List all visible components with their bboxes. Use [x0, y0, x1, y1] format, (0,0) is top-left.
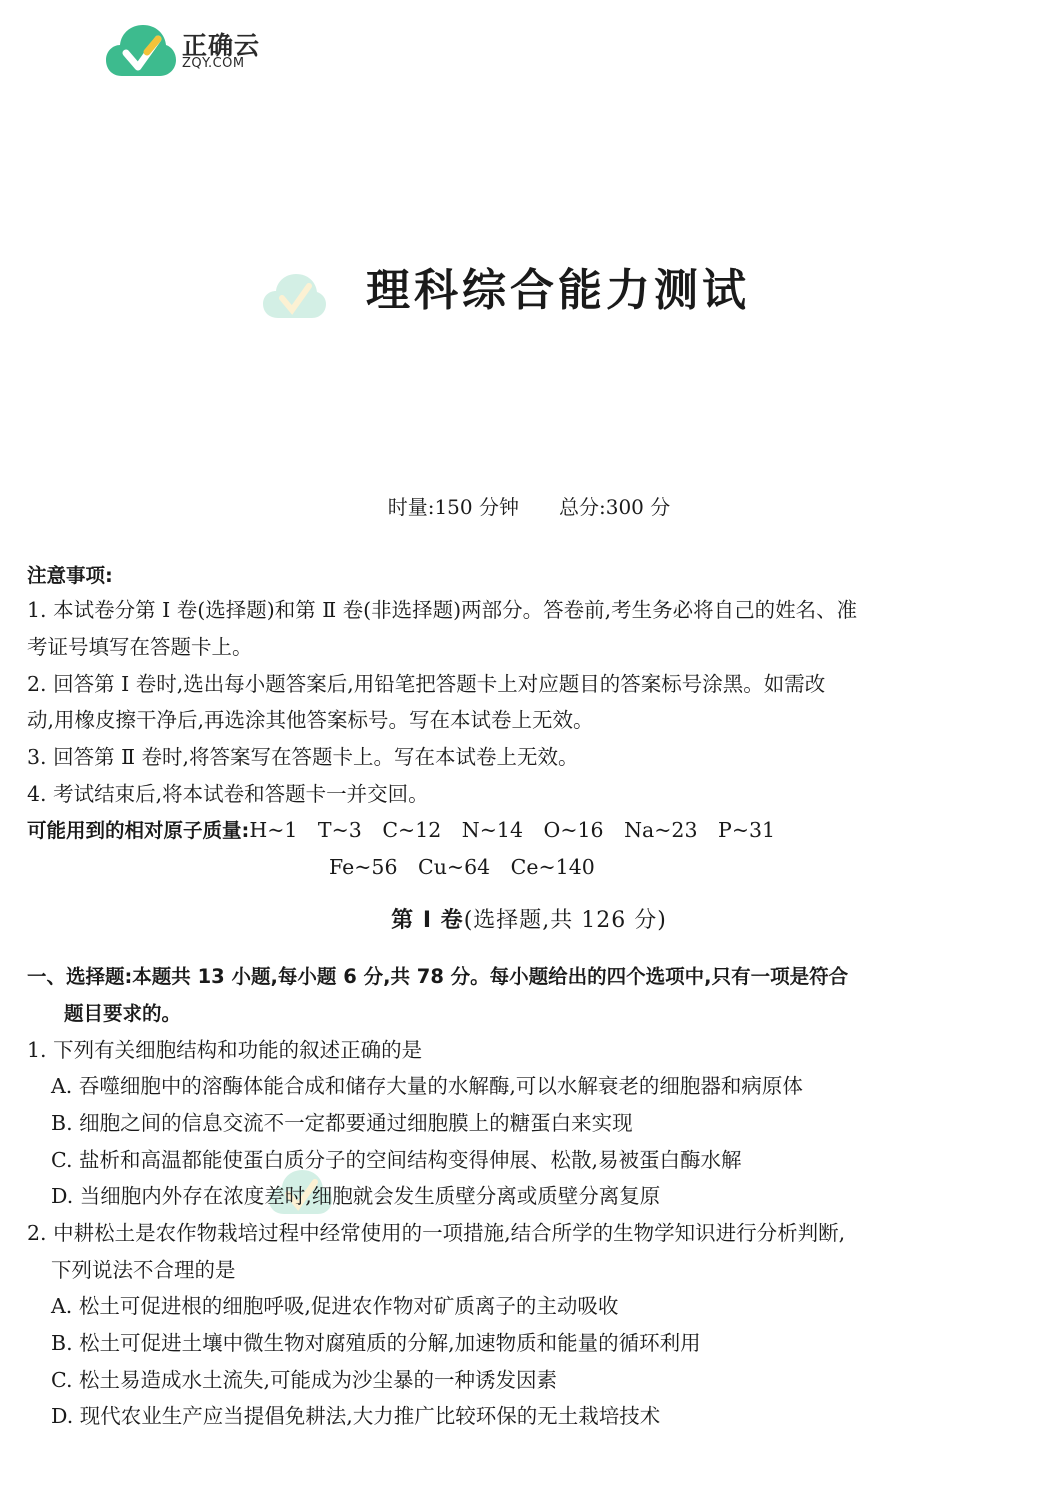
question-option: A. 松土可促进根的细胞呼吸,促进农作物对矿质离子的主动吸收: [51, 1294, 619, 1318]
question-option: C. 松土易造成水土流失,可能成为沙尘暴的一种诱发因素: [51, 1368, 558, 1392]
question-option: A. 吞噬细胞中的溶酶体能合成和储存大量的水解酶,可以水解衰老的细胞器和病原体: [51, 1074, 803, 1098]
notice-line: 2. 回答第 Ⅰ 卷时,选出每小题答案后,用铅笔把答题卡上对应题目的答案标号涂黑。如需改: [27, 672, 826, 696]
atomic-masses: [27, 816, 775, 845]
exam-time: 时量:150 分钟: [387, 495, 519, 519]
exam-score: 总分:300 分: [559, 495, 671, 519]
part-heading-2: 题目要求的。: [64, 1002, 182, 1025]
exam-meta: [0, 491, 1058, 520]
question-option: C. 盐析和高温都能使蛋白质分子的空间结构变得伸展、松散,易被蛋白酶水解: [51, 1148, 742, 1172]
notice-line: 1. 本试卷分第 Ⅰ 卷(选择题)和第 Ⅱ 卷(非选择题)两部分。答卷前,考生务必将自己的姓名、准: [27, 598, 858, 622]
question-stem: 1. 下列有关细胞结构和功能的叙述正确的是: [27, 1038, 423, 1062]
exam-title: 理科综合能力测试: [366, 265, 750, 316]
atomic-values-2: Fe~56 Cu~64 Ce~140: [329, 855, 595, 879]
logo-name: 正确云: [182, 31, 261, 60]
question-option: D. 当细胞内外存在浓度差时,细胞就会发生质壁分离或质壁分离复原: [51, 1184, 661, 1208]
cloud-check-icon: [106, 22, 176, 78]
question-option: B. 细胞之间的信息交流不一定都要通过细胞膜上的糖蛋白来实现: [51, 1111, 633, 1135]
notice-line: 动,用橡皮擦干净后,再选涂其他答案标号。写在本试卷上无效。: [27, 708, 594, 732]
notice-line: 4. 考试结束后,将本试卷和答题卡一并交回。: [27, 782, 429, 806]
question-stem: 下列说法不合理的是: [51, 1258, 236, 1282]
notice-line: 3. 回答第 Ⅱ 卷时,将答案写在答题卡上。写在本试卷上无效。: [27, 745, 579, 769]
part-heading: 一、选择题:本题共 13 小题,每小题 6 分,共 78 分。每小题给出的四个选项中,只有一项是符合: [27, 965, 849, 988]
zqy-logo: [106, 22, 276, 82]
question-stem: 2. 中耕松土是农作物栽培过程中经常使用的一项措施,结合所学的生物学知识进行分析判断,: [27, 1221, 846, 1245]
section-title: 第 Ⅰ 卷(选择题,共 126 分): [391, 908, 667, 933]
question-option: D. 现代农业生产应当提倡免耕法,大力推广比较环保的无土栽培技术: [51, 1404, 661, 1428]
notice-heading: 注意事项:: [27, 564, 113, 587]
atomic-values: H~1 T~3 C~12 N~14 O~16 Na~23 P~31: [249, 818, 776, 842]
question-option: B. 松土可促进土壤中微生物对腐殖质的分解,加速物质和能量的循环利用: [51, 1331, 701, 1355]
logo-url: ZQY.COM: [182, 56, 245, 71]
atomic-label: 可能用到的相对原子质量:: [27, 819, 250, 842]
notice-line: 考证号填写在答题卡上。: [27, 635, 253, 659]
